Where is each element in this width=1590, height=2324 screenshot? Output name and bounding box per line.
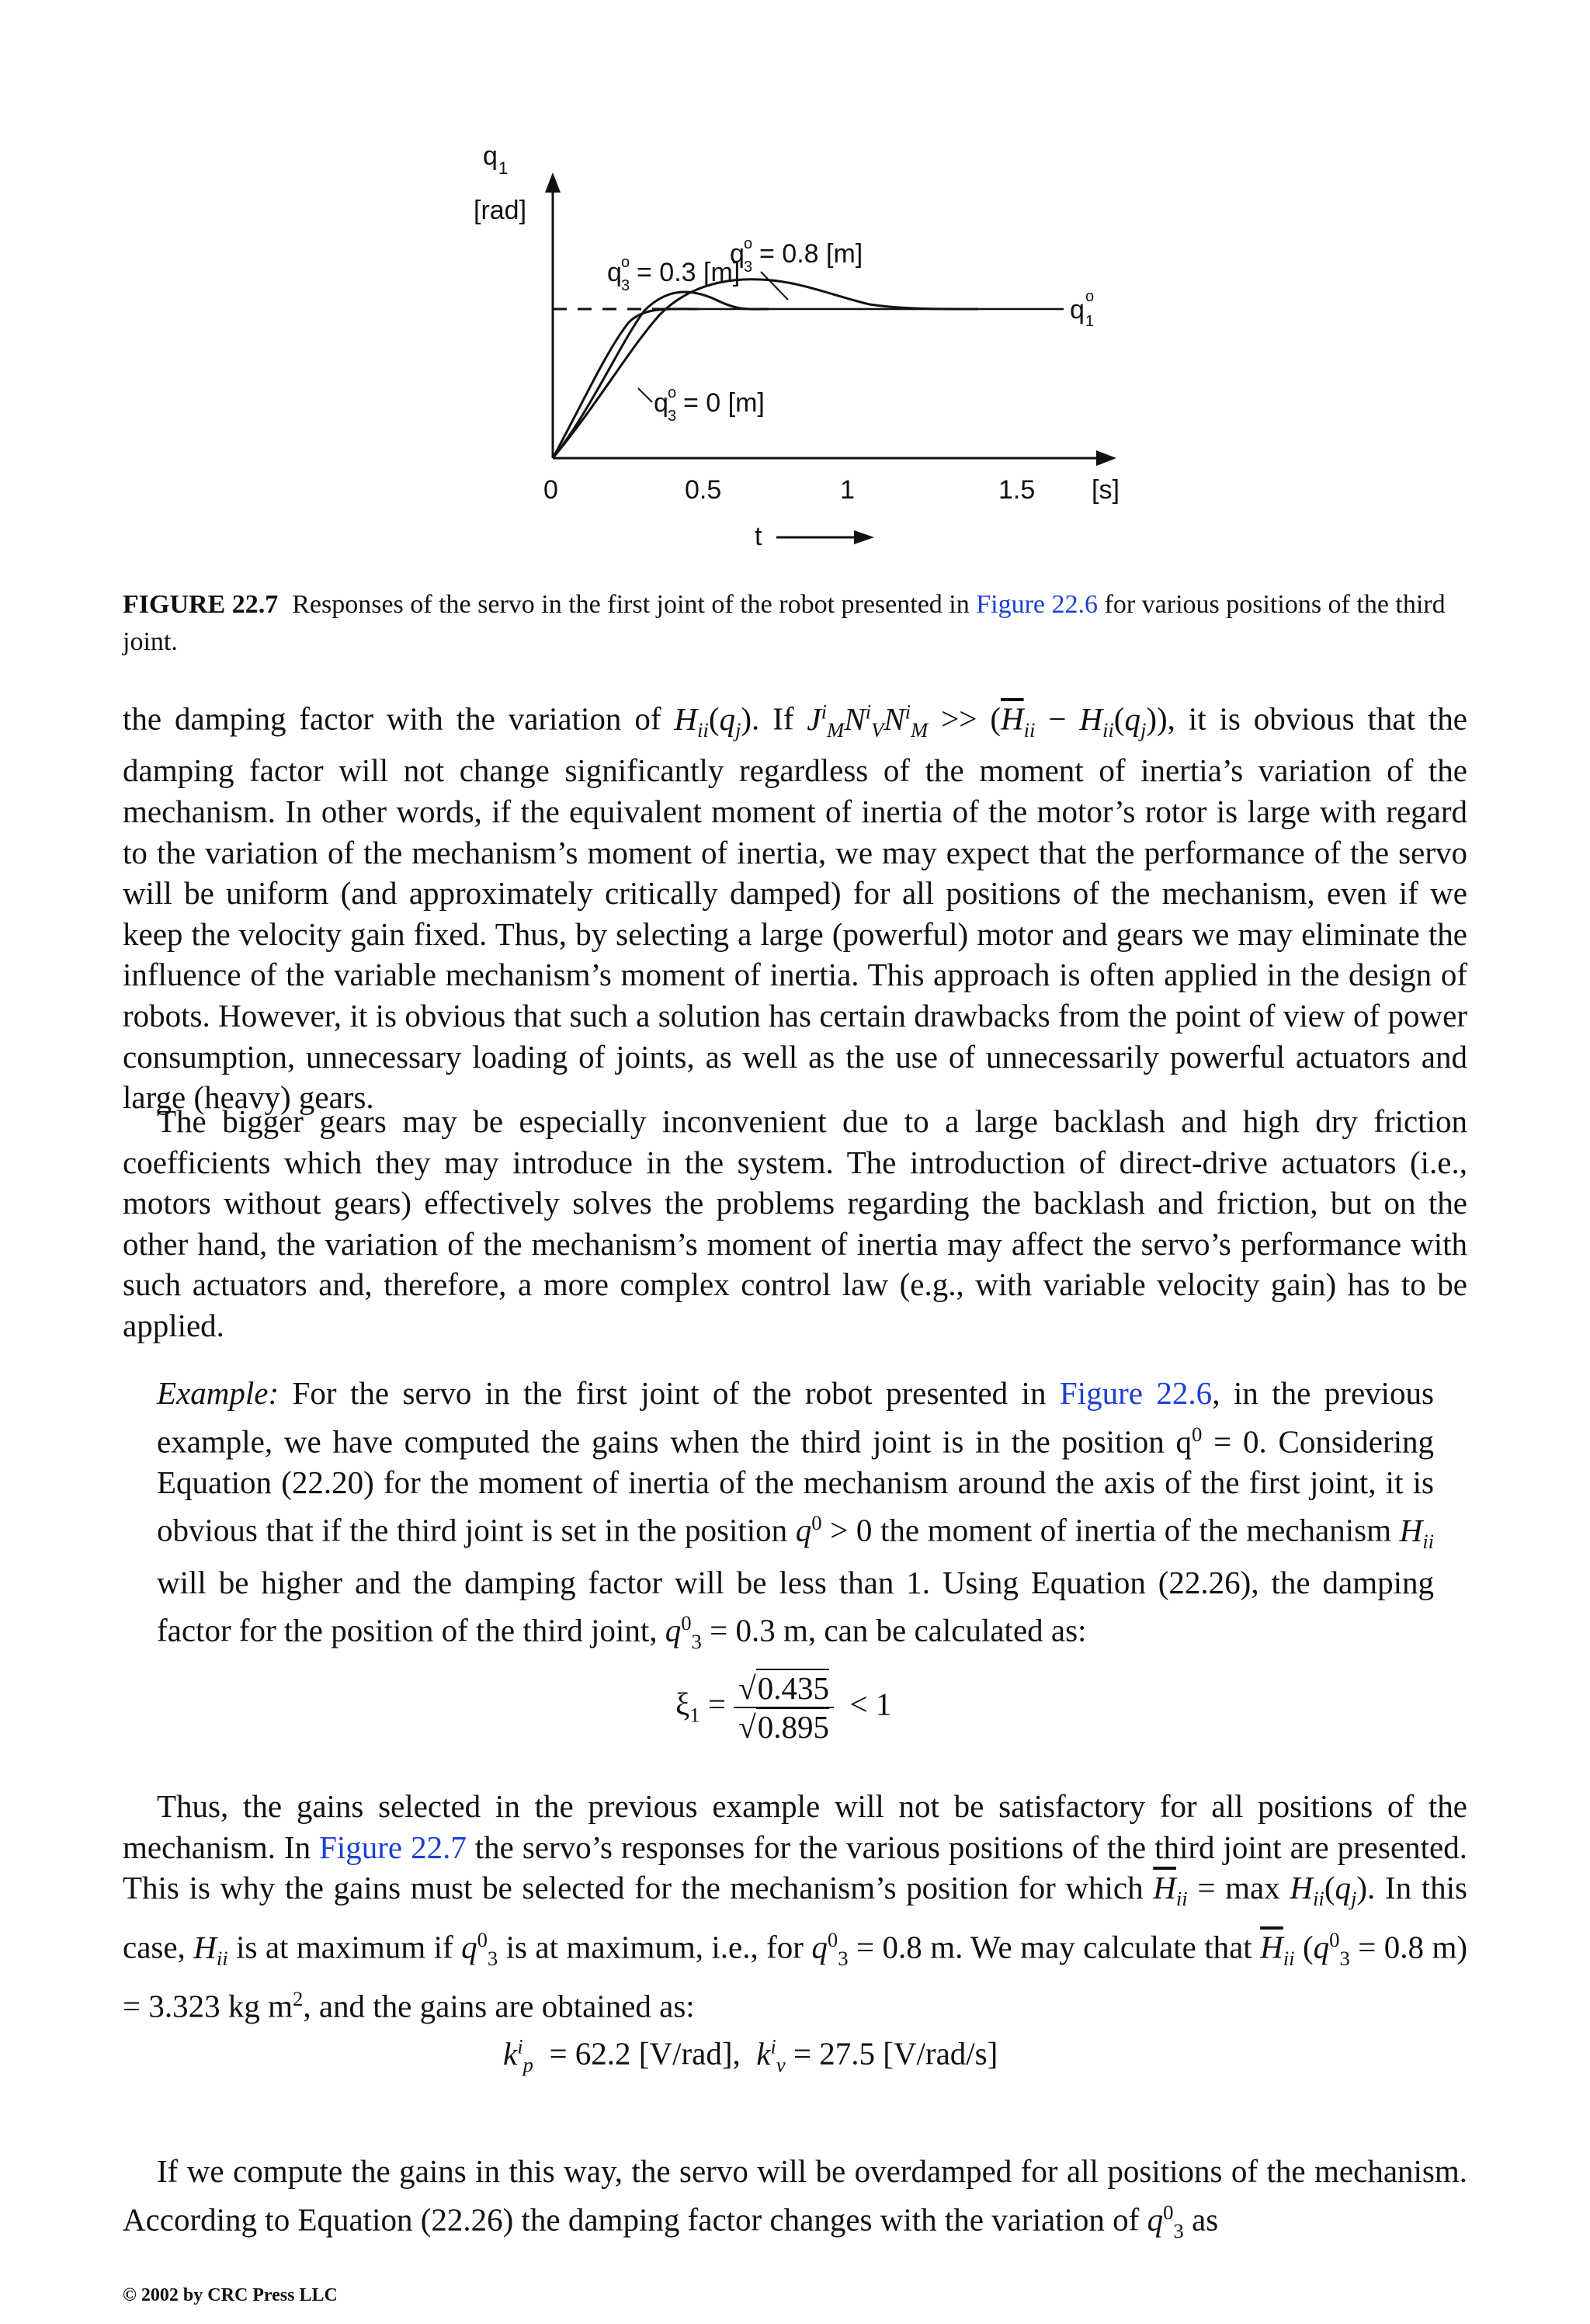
series-q3-0 [553, 309, 699, 458]
figure-22-7-plot [435, 148, 1133, 567]
copyright-footer: © 2002 by CRC Press LLC [123, 2285, 338, 2305]
y-axis-arrow [545, 172, 561, 193]
annot-q3-08-sup: o [744, 235, 753, 252]
figure-caption [123, 586, 1467, 661]
paragraph-figure-link[interactable]: Figure 22.7 [319, 1829, 467, 1865]
annot-q3-0-val: = 0 [m] [683, 388, 765, 418]
annot-q3-08-sub: 3 [744, 259, 753, 276]
x-tick-unit: [s] [1092, 475, 1120, 505]
y-axis-label-unit: [rad] [474, 196, 527, 225]
annot-q3-08-val: = 0.8 [m] [759, 239, 863, 269]
annot-q3-03-sup: o [621, 254, 630, 271]
equation-gains: $k^i_p = 62.2$ [V/rad], $k^i_v = 27.5$ [V/rad/s] [503, 2034, 998, 2076]
x-tick-05: 0.5 [685, 475, 722, 505]
series-q3-08 [553, 280, 978, 458]
series-q3-03 [553, 292, 769, 458]
annot-q3-0-q: q [654, 388, 668, 418]
t-arrow-head [854, 530, 874, 544]
x-tick-0: 0 [543, 475, 558, 505]
q1-ref-sup: o [1085, 288, 1095, 305]
annot-q3-0-sub: 3 [668, 408, 677, 425]
paragraph-1: the damping factor with the variation of $H_{ii}(q_j)$. If $J^i_MN^i_VN^i_M >> (\overline{H}_{ii} - H_{ii}(q_j))$, it is obvious that the damping factor will not change significantly regardless of the moment of inertia’s variation of the mechanism. In other words, if the equivalent moment of inertia of the motor’s rotor is large with regard to the variation of the mechanism’s moment of inertia, we may expect that the performance of the servo will be uniform (and approximately critically damped) for all positions of the mechanism, even if we keep the velocity gain fixed. Thus, by selecting a large (powerful) motor and gears we may eliminate the influence of the variable mechanism’s moment of inertia. This approach is often applied in the design of robots. However, it is obvious that such a solution has certain drawbacks from the point of view of power consumption, unnecessary loading of joints, as well as the use of unnecessarily powerful actuators and large (heavy) gears. [123, 700, 1467, 1116]
y-axis-label-sub: 1 [498, 158, 509, 178]
paragraph-4: If we compute the gains in this way, the servo will be overdamped for all positions of the mechanism. According to Equation (22.26) the damping factor changes with the variation of $q^0_3$ as [123, 2153, 1467, 2242]
x-axis-label: t [755, 522, 762, 551]
annot-q3-03-val: = 0.3 [m] [637, 258, 741, 287]
annot-q3-08-pointer [761, 272, 788, 300]
equation-fraction: $\frac{√0.435}{√0.895}$ [734, 1669, 834, 1746]
paragraph-3: Thus, the gains selected in the previous example will not be satisfactory for all positions of the mechanism. In Figure 22.7 the servo’s responses for the various positions of the third joint are presented. This is why the gains must be selected for the mechanism’s position for which $\overline{H}_{ii} = \max H_{ii}(q_j)$. In this case, $H_{ii}$ is at maximum if $q^0_3$ is at maximum, i.e., for $q^0_3 = 0.8$ m. We may calculate that $\overline{H}_{ii}$ ($q^0_3 = 0.8$ m) = 3.323 kg $m^2$, and the gains are obtained as: [123, 1788, 1468, 2025]
q1-ref-label: q [1070, 295, 1085, 325]
caption-text: Responses of the servo in the first joint of the robot presented in [292, 590, 970, 619]
example-paragraph: Example: For the servo in the first joint of the robot presented in Figure 22.6, in the previous example, we have computed the gains when the third joint is in the position $q^0 = 0$. Considering Equation (22.20) for the moment of inertia of the mechanism around the axis of the first joint, it is obvious that if the third joint is set in the position $q^0 > 0$ the moment of inertia of the mechanism $H_{ii}$ will be higher and the damping factor will be less than 1. Using Equation (22.26), the damping factor for the position of the third joint, $q^0_3 = 0.3$ m, can be calculated as: [157, 1375, 1434, 1654]
paragraph-2: The bigger gears may be especially inconvenient due to a large backlash and high dry friction coefficients which they may introduce in the system. The introduction of direct-drive actuators (i.e., motors without gears) effectively solves the problems regarding the backlash and friction, but on the other hand, the variation of the mechanism’s moment of inertia may affect the servo’s performance with such actuators and, therefore, a more complex control law (e.g., with variable velocity gain) has to be applied. [123, 1103, 1467, 1343]
x-tick-1: 1 [840, 475, 855, 505]
q1-ref-sub: 1 [1085, 313, 1095, 330]
x-tick-15: 1.5 [998, 475, 1036, 505]
caption-figure-link[interactable]: Figure 22.6 [976, 590, 1099, 619]
annot-q3-0-sup: o [668, 384, 677, 401]
equation-damping-factor: $\xi_1$ = $\frac{√0.435}{√0.895}$ < 1 [675, 1670, 892, 1745]
annot-q3-0-pointer [638, 388, 652, 402]
y-axis-label-q: q [483, 148, 498, 171]
example-figure-link[interactable]: Figure 22.6 [1059, 1375, 1213, 1411]
annot-q3-08-q: q [730, 239, 745, 269]
caption-label: FIGURE 22.7 [123, 590, 279, 619]
x-axis-arrow [1096, 450, 1116, 466]
annot-q3-03-q: q [607, 258, 622, 287]
caption-text-end: for various positions of the third joint. [123, 590, 1446, 656]
annot-q3-03-sub: 3 [621, 277, 630, 294]
